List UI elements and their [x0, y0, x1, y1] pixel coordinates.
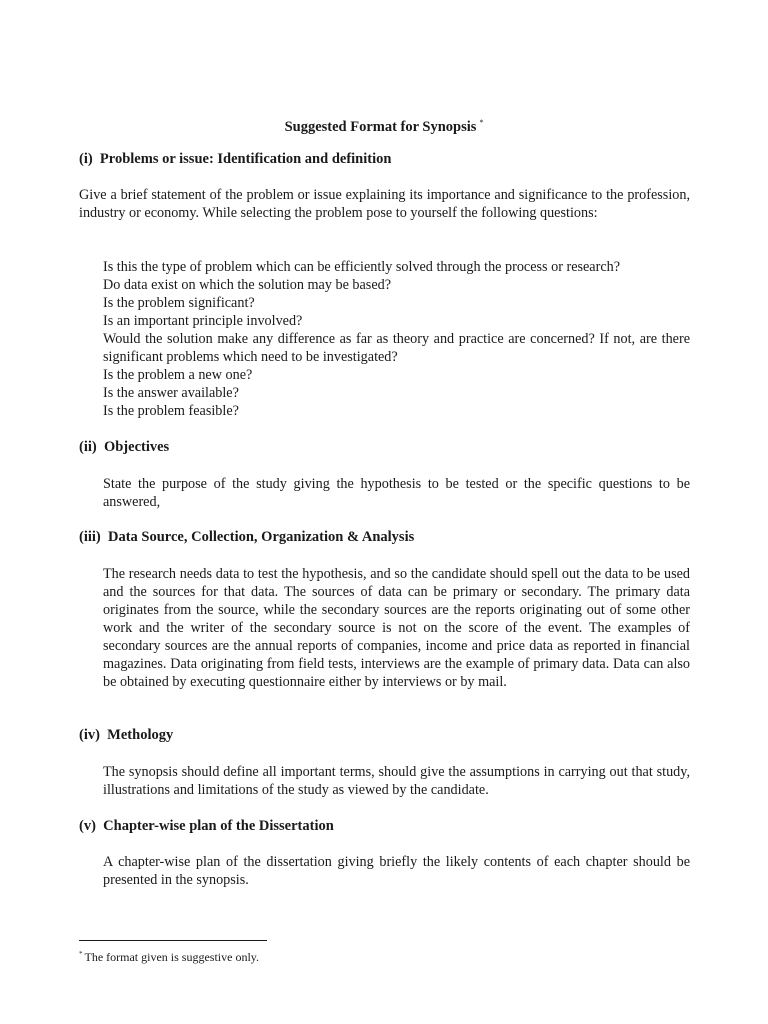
section-2-paragraph: State the purpose of the study giving the hypothesis to be tested or the specific questions to be answered, — [103, 476, 690, 510]
section-5-heading: (v) Chapter-wise plan of the Dissertation — [79, 818, 334, 834]
footnote-text: The format given is suggestive only. — [84, 950, 260, 964]
footnote-divider — [79, 940, 267, 941]
section-1-heading: (i) Problems or issue: Identification and definition — [79, 151, 392, 167]
section-3-heading: (iii) Data Source, Collection, Organization & Analysis — [79, 529, 415, 545]
question-item: Is the problem significant? — [103, 295, 255, 311]
question-item: Is the problem a new one? — [103, 367, 253, 383]
question-item: Do data exist on which the solution may be based? — [103, 277, 392, 293]
question-item: Is this the type of problem which can be efficiently solved through the process or research? — [103, 259, 621, 275]
question-item: Is the problem feasible? — [103, 403, 239, 419]
footnote — [79, 946, 259, 965]
section-4-heading: (iv) Methology — [79, 727, 174, 743]
question-item: Is the answer available? — [103, 385, 239, 401]
title-text: Suggested Format for Synopsis — [284, 119, 477, 135]
question-item: Would the solution make any difference as far as theory and practice are concerned? If not, are there significant problems which need to be investigated? — [103, 331, 690, 365]
section-3-paragraph: The research needs data to test the hypothesis, and so the candidate should spell out the data to be used and the sources for that data. The sources of data can be primary or secondary. The primary data originates from the source, while the secondary sources are the reports originating out of some other work and the writer of the secondary source is not on the score of the event. The examples of secondary sources are the annual reports of companies, income and price data as reported in financial magazines. Data originating from field tests, interviews are the example of primary data. Data can also be obtained by executing questionnaire either by interviews or by mail. — [103, 566, 690, 690]
footnote-marker: * — [479, 118, 484, 127]
section-1-question-list — [103, 258, 690, 420]
section-1-paragraph: Give a brief statement of the problem or issue explaining its importance and significance to the profession, industry or economy. While selecting the problem pose to yourself the following questions: — [79, 187, 690, 221]
page-title — [0, 114, 768, 136]
section-2-heading: (ii) Objectives — [79, 439, 170, 455]
section-5-paragraph: A chapter-wise plan of the dissertation giving briefly the likely contents of each chapter should be presented in the synopsis. — [103, 854, 690, 888]
section-4-paragraph: The synopsis should define all important terms, should give the assumptions in carrying out that study, illustrations and limitations of the study as viewed by the candidate. — [103, 764, 690, 798]
footnote-marker: * — [79, 950, 83, 958]
question-item: Is an important principle involved? — [103, 313, 303, 329]
